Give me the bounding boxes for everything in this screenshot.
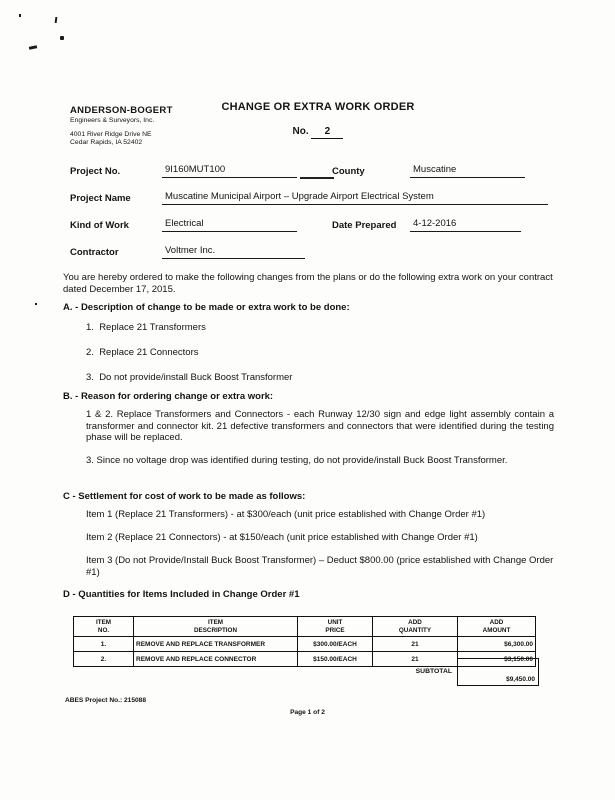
cell-description: REMOVE AND REPLACE CONNECTOR — [134, 652, 298, 667]
letterhead — [70, 105, 173, 146]
section-b-heading: B. - Reason for ordering change or extra work: — [63, 391, 274, 402]
subtotal-value: $9,450.00 — [506, 676, 535, 683]
date-prepared-label: Date Prepared — [332, 220, 397, 231]
county-label: County — [332, 166, 365, 177]
header-line: ADD — [489, 619, 504, 626]
kind-of-work-label: Kind of Work — [70, 220, 129, 231]
company-subtitle: Engineers & Surveyors, Inc. — [70, 117, 155, 124]
project-name-label: Project Name — [70, 193, 131, 204]
col-header-unit-price — [298, 617, 373, 637]
footer-page-number: Page 1 of 2 — [290, 709, 325, 716]
scan-artifact — [35, 303, 37, 305]
section-c-item-2: Item 2 (Replace 21 Connectors) - at $150/each (unit price established with Change Order #1) — [86, 532, 478, 543]
scan-artifact — [60, 36, 64, 40]
section-c-heading: C - Settlement for cost of work to be made as follows: — [63, 491, 306, 502]
col-header-add-amount — [458, 617, 536, 637]
document-title: CHANGE OR EXTRA WORK ORDER — [221, 101, 415, 113]
project-no-label: Project No. — [70, 166, 121, 177]
cell-add-amount: $6,300.00 — [458, 637, 536, 652]
cell-item-no: 1. — [74, 637, 134, 652]
order-number-label: No. — [292, 126, 309, 137]
cell-unit-price: $300.00/EACH — [298, 637, 373, 652]
section-c-item-1: Item 1 (Replace 21 Transformers) - at $300/each (unit price established with Change Order #1) — [86, 509, 486, 520]
scan-artifact — [300, 177, 334, 179]
footer-project-ref: ABES Project No.: 215088 — [65, 697, 146, 704]
header-line: UNIT — [327, 619, 343, 626]
order-number-value: 2 — [311, 126, 343, 139]
kind-of-work-value: Electrical — [162, 218, 297, 232]
scan-artifact — [19, 14, 21, 17]
intro-paragraph: You are hereby ordered to make the following changes from the plans or do the following extra work on your contract dated December 17, 2015. — [63, 272, 553, 295]
cell-description: REMOVE AND REPLACE TRANSFORMER — [134, 637, 298, 652]
section-a-item: 3. Do not provide/install Buck Boost Transformer — [86, 372, 293, 383]
section-b-paragraph-2: 3. Since no voltage drop was identified during testing, do not provide/install Buck Boost Transformer. — [86, 455, 508, 466]
header-line: ITEM — [207, 619, 224, 626]
title-block — [178, 101, 458, 139]
cell-add-quantity: 21 — [373, 652, 458, 667]
section-b-paragraph-1: 1 & 2. Replace Transformers and Connectors - each Runway 12/30 sign and edge light assembly contain a transformer and connector kit. 21 defective transformers and connectors that were identified during the testing phase will be replaced. — [86, 409, 554, 443]
header-line: QUANTITY — [398, 626, 432, 634]
scan-artifact — [29, 45, 37, 50]
table-header-row — [74, 617, 536, 637]
header-line: DESCRIPTION — [193, 626, 238, 634]
col-header-description — [134, 617, 298, 637]
order-number-line — [178, 126, 458, 139]
company-address-line2: Cedar Rapids, IA 52402 — [70, 139, 143, 146]
subtotal-box — [457, 658, 539, 686]
cell-item-no: 2. — [74, 652, 134, 667]
date-prepared-value: 4-12-2016 — [410, 218, 521, 232]
col-header-add-quantity — [373, 617, 458, 637]
project-no-value: 9I160MUT100 — [162, 164, 297, 178]
cell-add-amount: $3,150.00 — [458, 652, 536, 667]
subtotal-label: SUBTOTAL — [415, 668, 452, 675]
header-line: PRICE — [325, 626, 345, 634]
section-a-item: 1. Replace 21 Transformers — [86, 322, 206, 333]
section-c-item-3: Item 3 (Do not Provide/Install Buck Boost Transformer) – Deduct $800.00 (price established with Change Order #1) — [86, 555, 554, 578]
header-line: AMOUNT — [482, 626, 511, 634]
header-line: ITEM — [95, 619, 112, 626]
project-name-value: Muscatine Municipal Airport – Upgrade Airport Electrical System — [162, 191, 548, 205]
section-a-item: 2. Replace 21 Connectors — [86, 347, 199, 358]
company-name: ANDERSON-BOGERT — [70, 105, 173, 116]
table-row — [74, 637, 536, 652]
header-line: ADD — [408, 619, 422, 626]
county-value: Muscatine — [410, 164, 525, 178]
scan-artifact — [55, 17, 58, 23]
cell-unit-price: $150.00/EACH — [298, 652, 373, 667]
contractor-value: Voltmer Inc. — [162, 245, 305, 259]
cell-add-quantity: 21 — [373, 637, 458, 652]
section-d-heading: D - Quantities for Items Included in Change Order #1 — [63, 589, 300, 600]
company-address-line1: 4001 River Ridge Drive NE — [70, 131, 152, 138]
header-line: NO. — [97, 626, 110, 634]
contractor-label: Contractor — [70, 247, 119, 258]
col-header-item-no — [74, 617, 134, 637]
section-a-heading: A. - Description of change to be made or extra work to be done: — [63, 302, 350, 313]
